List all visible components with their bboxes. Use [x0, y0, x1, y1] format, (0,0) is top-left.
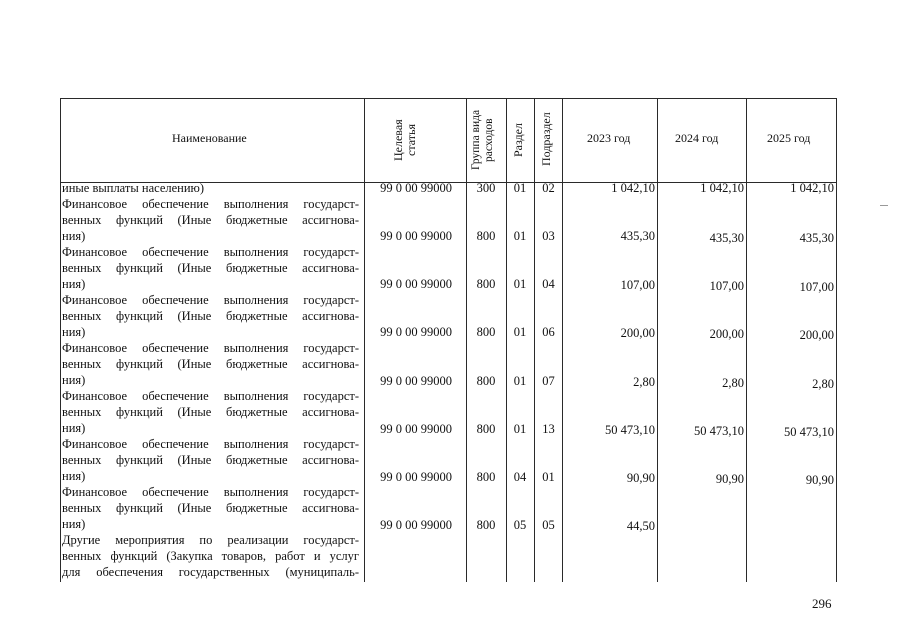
page-number: 296 — [812, 596, 832, 611]
name-line: венных функций (Иные бюджетные ассигнова- — [62, 213, 359, 227]
target-article-cell: 99 0 00 99000 — [380, 181, 452, 195]
amount-2023-cell: 2,80 — [633, 375, 655, 389]
header-expense-group — [470, 100, 502, 180]
col-border — [534, 98, 535, 582]
name-line: Финансовое обеспечение выполнения государст- — [62, 197, 359, 211]
target-article-cell: 99 0 00 99000 — [380, 470, 452, 484]
section-cell: 05 — [513, 518, 527, 532]
amount-2024-cell: 200,00 — [709, 327, 744, 341]
col-border — [836, 98, 837, 582]
header-group-line2: расходов — [483, 118, 495, 162]
amount-2025-cell: 50 473,10 — [784, 425, 834, 439]
amount-2023-cell: 1 042,10 — [611, 181, 655, 195]
name-line: ния) — [62, 277, 86, 291]
name-line: венных функций (Иные бюджетные ассигнова- — [62, 453, 359, 467]
expense-group-cell: 800 — [476, 374, 496, 388]
section-cell: 01 — [513, 325, 527, 339]
header-target-line1: Целевая — [391, 119, 405, 161]
amount-2024-cell: 50 473,10 — [694, 424, 744, 438]
header-2023: 2023 год — [587, 131, 631, 145]
amount-2024-cell: 435,30 — [709, 231, 744, 245]
scan-edge-mark — [880, 205, 888, 206]
header-2025: 2025 год — [767, 131, 811, 145]
amount-2024-cell: 1 042,10 — [700, 181, 744, 195]
name-line: Финансовое обеспечение выполнения государст- — [62, 485, 359, 499]
name-line: Другие мероприятия по реализации государст- — [62, 533, 359, 547]
name-line: венных функций (Закупка товаров, работ и услуг — [62, 549, 359, 563]
name-line: ния) — [62, 469, 86, 483]
amount-2024-cell: 90,90 — [715, 472, 744, 486]
subsection-cell: 01 — [542, 470, 555, 484]
name-line: ния) — [62, 325, 86, 339]
header-subsection: Подраздел — [539, 112, 553, 166]
amount-2025-cell: 107,00 — [799, 280, 834, 294]
col-border — [466, 98, 467, 582]
section-cell: 01 — [513, 374, 527, 388]
name-line: венных функций (Иные бюджетные ассигнова- — [62, 261, 359, 275]
expense-group-cell: 800 — [476, 470, 496, 484]
amount-2023-cell: 107,00 — [620, 278, 655, 292]
amount-2023-cell: 50 473,10 — [605, 423, 655, 437]
name-line: Финансовое обеспечение выполнения государст- — [62, 293, 359, 307]
col-border — [364, 98, 365, 582]
amount-2025-cell: 200,00 — [799, 328, 834, 342]
amount-2023-cell: 435,30 — [620, 229, 655, 243]
amount-2025-cell: 2,80 — [812, 377, 834, 391]
amount-2025-cell: 435,30 — [799, 231, 834, 245]
col-border — [60, 98, 61, 582]
amount-2023-cell: 44,50 — [626, 519, 655, 533]
name-line: венных функций (Иные бюджетные ассигнова- — [62, 357, 359, 371]
target-article-cell: 99 0 00 99000 — [380, 325, 452, 339]
section-cell: 01 — [513, 181, 527, 195]
name-line: для обеспечения государственных (муниципаль- — [62, 565, 359, 579]
name-line: венных функций (Иные бюджетные ассигнова- — [62, 405, 359, 419]
expense-group-cell: 800 — [476, 518, 496, 532]
header-section: Раздел — [511, 123, 525, 157]
name-line: ния) — [62, 517, 86, 531]
amount-2024-cell: 2,80 — [722, 376, 744, 390]
col-border — [506, 98, 507, 582]
expense-group-cell: 800 — [476, 277, 496, 291]
name-line: ния) — [62, 229, 86, 243]
expense-group-cell: 800 — [476, 325, 496, 339]
name-line: Финансовое обеспечение выполнения государст- — [62, 245, 359, 259]
header-target-article — [392, 106, 422, 174]
expense-group-cell: 300 — [476, 181, 496, 195]
subsection-cell: 03 — [542, 229, 555, 243]
header-group-line1: Группа вида — [470, 109, 482, 171]
target-article-cell: 99 0 00 99000 — [380, 277, 452, 291]
table-top-border — [60, 98, 837, 99]
subsection-cell: 13 — [542, 422, 555, 436]
target-article-cell: 99 0 00 99000 — [380, 229, 452, 243]
header-2024: 2024 год — [675, 131, 719, 145]
header-target-line2: статья — [404, 124, 418, 156]
section-cell: 01 — [513, 277, 527, 291]
subsection-cell: 05 — [542, 518, 555, 532]
subsection-cell: 07 — [542, 374, 555, 388]
amount-2025-cell: 90,90 — [805, 473, 834, 487]
subsection-cell: 02 — [542, 181, 555, 195]
section-cell: 04 — [513, 470, 527, 484]
section-cell: 01 — [513, 229, 527, 243]
target-article-cell: 99 0 00 99000 — [380, 374, 452, 388]
name-line: Финансовое обеспечение выполнения государст- — [62, 389, 359, 403]
name-line: Финансовое обеспечение выполнения государст- — [62, 437, 359, 451]
amount-2023-cell: 200,00 — [620, 326, 655, 340]
expense-group-cell: 800 — [476, 229, 496, 243]
col-border — [657, 98, 658, 582]
header-name: Наименование — [172, 131, 247, 145]
name-line: венных функций (Иные бюджетные ассигнова- — [62, 309, 359, 323]
expense-group-cell: 800 — [476, 422, 496, 436]
col-border — [746, 98, 747, 582]
col-border — [562, 98, 563, 582]
name-line: Финансовое обеспечение выполнения государст- — [62, 341, 359, 355]
target-article-cell: 99 0 00 99000 — [380, 422, 452, 436]
subsection-cell: 04 — [542, 277, 555, 291]
name-line: иные выплаты населению) — [62, 181, 205, 195]
name-line: венных функций (Иные бюджетные ассигнова- — [62, 501, 359, 515]
amount-2025-cell: 1 042,10 — [790, 181, 834, 195]
section-cell: 01 — [513, 422, 527, 436]
amount-2023-cell: 90,90 — [626, 471, 655, 485]
name-line: ния) — [62, 373, 86, 387]
name-line: ния) — [62, 421, 86, 435]
target-article-cell: 99 0 00 99000 — [380, 518, 452, 532]
amount-2024-cell: 107,00 — [709, 279, 744, 293]
subsection-cell: 06 — [542, 325, 555, 339]
